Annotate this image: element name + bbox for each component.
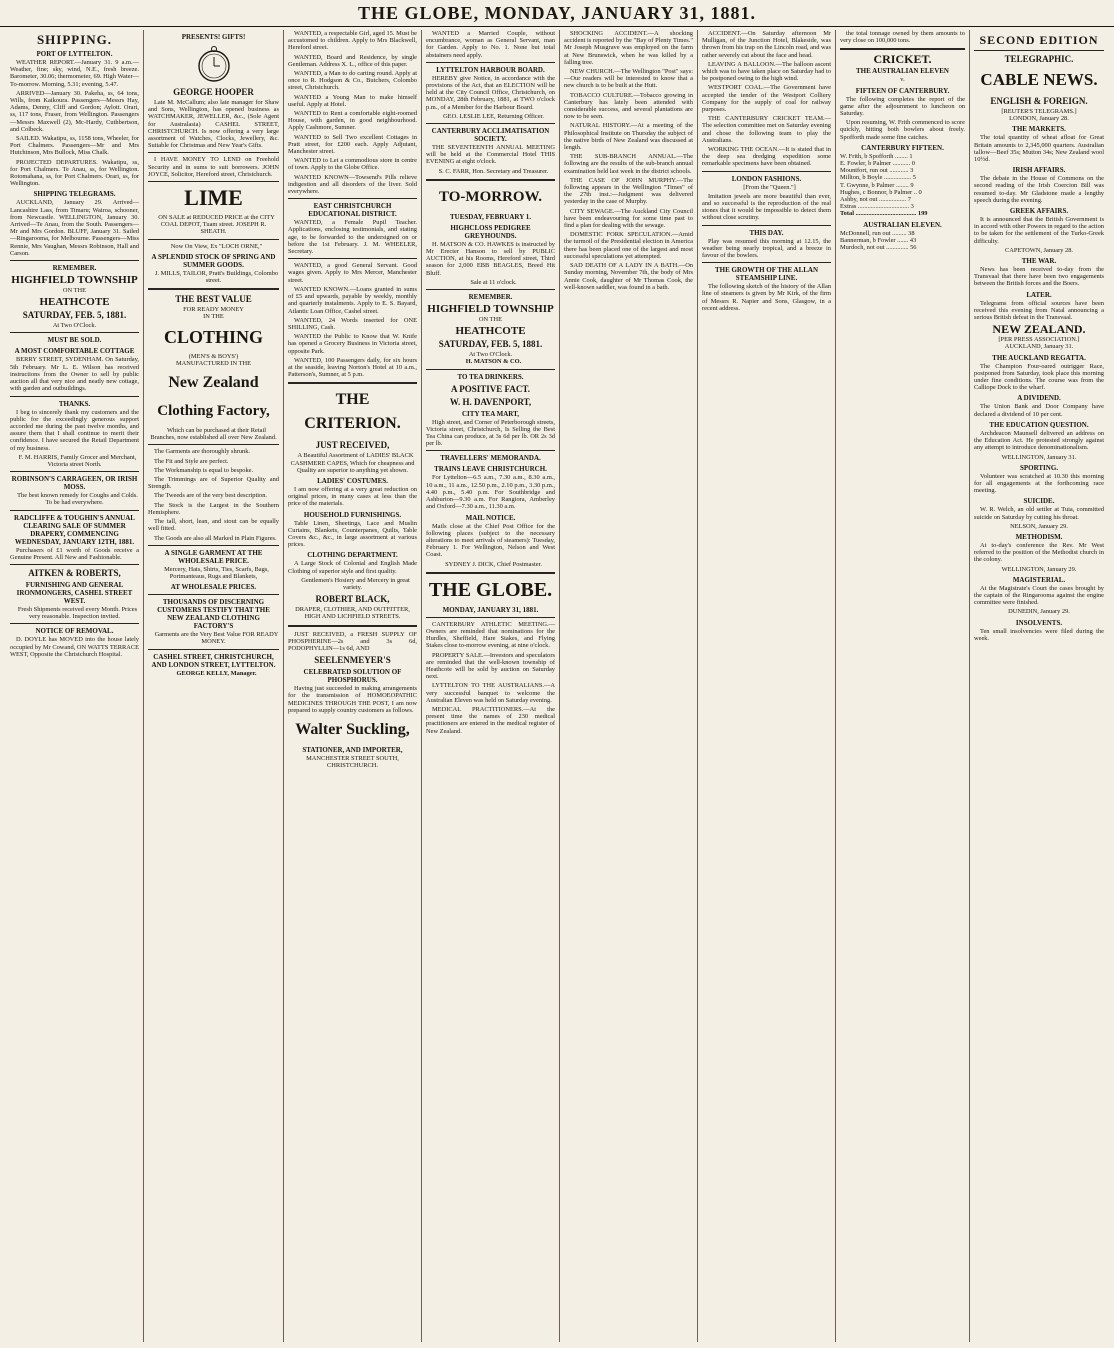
harbour-signature: GEO. LESLIE LEE, Returning Officer.: [443, 112, 544, 120]
travellers-memoranda: TRAVELLERS' MEMORANDA.: [440, 454, 541, 463]
column-3: [284, 30, 422, 1342]
best-value-ready-money: FOR READY MONEY: [183, 306, 244, 314]
on-the: ON THE: [62, 287, 87, 295]
splendid-stock: A SPLENDID STOCK OF SPRING AND SUMMER GOODS.: [151, 252, 276, 269]
divider: [148, 444, 279, 445]
divider: [426, 179, 555, 181]
heathcote-heading: HEATHCOTE: [455, 325, 526, 338]
dateline: NELSON, January 29.: [1010, 522, 1068, 530]
new-zealand-heading: NEW ZEALAND.: [992, 322, 1086, 337]
criterion-heading: THE CRITERION.: [304, 391, 401, 433]
news-paragraph: CITY SEWAGE.—The Auckland City Council have been endeavouring for some time past to find a plan for dealing with the sewage.: [564, 207, 693, 230]
divider: [288, 625, 417, 627]
removal-text: D. DOYLE has MOVED into the house lately occupied by Mr Cowand, ON WATTS TERRACE WEST, Opposite the Christchurch Hospital.: [10, 636, 139, 658]
household-text: Table Linen, Sheetings, Lace and Muslin Curtains, Blankets, Counterpanes, Quilts, Table Covers &c., &c., in large assortment at various prices.: [288, 519, 417, 549]
wholesale-prices: AT WHOLESALE PRICES.: [170, 583, 257, 592]
news-paragraph: THE SUB-BRANCH ANNUAL.—The following are the results of the sub-branch annual examination held last week in the district schools.: [564, 153, 693, 175]
sale-date: SATURDAY, FEB. 5, 1881.: [438, 339, 543, 350]
thanks-signature: F. M. HARRIS, Family Grocer and Merchant, Victoria street North.: [18, 453, 137, 468]
robert-black: ROBERT BLACK,: [315, 594, 390, 605]
news-paragraph: MEDICAL PRACTITIONERS.—At the present time the names of 230 medical practitioners are entered in the medical register of New Zealand.: [426, 705, 555, 735]
score-line: Millton, b Boyle ................. 5: [840, 174, 916, 182]
fifteen-heading: FIFTEEN OF CANTERBURY.: [855, 86, 950, 95]
garment-point: The Garments are thoroughly shrunk.: [154, 448, 251, 456]
news-paragraph: LEAVING A BALLOON.—The balloon ascent which was to have taken place on Saturday had to be postponed owing to the high wind.: [702, 60, 831, 83]
subheading: INSOLVENTS.: [1015, 618, 1063, 627]
phosphorus-text: JUST RECEIVED, a FRESH SUPPLY OF PHOSPHERINE—2s and 3s 6d, PODOPHYLLIN—1s 6d, AND: [288, 630, 417, 652]
now-on-view: Now On View, Ex "LOCH ORNE,": [170, 242, 263, 250]
subheading: MAGISTERIAL.: [1012, 575, 1066, 584]
classified-ad: WANTED, a respectable Girl, aged 15. Must be accustomed to children. Apply to Mrs Blackwell, Hereford street.: [288, 30, 417, 52]
thanks-text: I beg to sincerely thank my customers and the public for the exceedingly generous support accorded me during the past twelve months, and assure them that I shall continue to merit their confidence. I have secured the Retail Department of my business.: [10, 408, 139, 452]
score-line: T. Gwynne, b Palmer ........ 9: [840, 181, 914, 189]
cottage-heading: A MOST COMFORTABLE COTTAGE: [14, 347, 135, 356]
clothing-text: A Large Stock of Colonial and English Made Clothing of superior style and first quality.: [288, 560, 417, 575]
masthead-title: THE GLOBE, MONDAY, JANUARY 31, 1881.: [358, 3, 756, 23]
australian-eleven-heading: THE AUSTRALIAN ELEVEN: [856, 67, 949, 76]
cottage-text: BERRY STREET, SYDENHAM. On Saturday, 5th February. Mr L. E. Wilson has received instructions from the Owner to sell by public auction all that very nice and neatly new cottage, with garden and outbuildings.: [10, 356, 139, 393]
greyhounds-text: H. MATSON & CO. HAWKES is instructed by Mr Erecter Hanson to sell by PUBLIC AUCTION, at his Rooms, Hereford street, Third season for 2,000 EBB BEAGLES, Breed Hit Bluff.: [426, 240, 555, 277]
news-paragraph: Play was resumed this morning at 12.15, the weather being nearly tropical, and a breeze in favour of the bowlers.: [702, 237, 831, 260]
positive-fact: A POSITIVE FACT.: [451, 383, 530, 394]
divider: [148, 152, 279, 153]
subheading: THE AUCKLAND REGATTA.: [992, 353, 1086, 362]
divider: [10, 471, 139, 472]
classified-ad: WANTED a Married Couple, without encumbrance, woman as General Servant, man for Garden. Apply to No. 1. None but total abstainers need apply.: [426, 30, 555, 59]
classified-ad: WANTED, 100 Passengers daily, for six hours at the seaside, leaving Norton's Hotel at 10 a.m., Patterson's, Sumner, at 5 p.m.: [288, 356, 417, 379]
tailor-text: J. MILLS, TAILOR, Pratt's Buildings, Colombo street.: [154, 269, 279, 285]
auctioneer: H. MATSON & CO.: [465, 358, 522, 366]
classified-ad: WANTED, 24 Words inserted for ONE SHILLING, Cash.: [288, 316, 417, 331]
news-paragraph: SHOCKING ACCIDENT.—A shocking accident is reported by the "Bay of Plenty Times." Mr Joseph Musgrave was employed on the farm at New Brunswick, when he was killed by a falling tree.: [564, 30, 693, 66]
divider: [148, 239, 279, 240]
garment-point: The tall, short, lean, and stout can be equally well fitted.: [148, 518, 279, 533]
phosphorus-more: Having just succeeded in making arrangements for the transmission of HOMOEOPATHIC MEDICINES THROUGH THE POST, I am now prepared to supply country customers as follows.: [288, 685, 417, 714]
best-value-heading: THE BEST VALUE: [175, 294, 252, 305]
divider: [148, 594, 279, 595]
news-paragraph: WORKING THE OCEAN.—It is stated that in the deep sea dredging expedition some remarkable specimens have been obtained.: [702, 146, 831, 168]
news-paragraph: The Champion Four-oared outrigger Race, postponed from Saturday, took place this morning under fine conditions. The course was from the Calliope Dock to the wharf.: [974, 362, 1104, 392]
this-day-heading: THIS DAY.: [749, 228, 784, 237]
celebrated-solution: CELEBRATED SOLUTION OF PHOSPHORUS.: [303, 668, 402, 685]
news-paragraph: NATURAL HISTORY.—At a meeting of the Philosophical Institute on Thursday the subject of the native birds of New Zealand was discussed at length.: [564, 122, 693, 152]
city-tea-mart: CITY TEA MART,: [462, 409, 519, 418]
english-foreign-heading: ENGLISH & FOREIGN.: [990, 96, 1088, 106]
divider: [426, 369, 555, 370]
acclimatisation-heading: CANTERBURY ACCLIMATISATION SOCIETY.: [431, 127, 550, 144]
harbour-text: HEREBY give Notice, in accordance with the provisions of the Act, that an ELECTION will be held at the City Council Office, Christchurch, on MONDAY, 28th February, 1881, at TWO o'clock p.m., of a Member for the Harbour Board.: [426, 74, 555, 111]
news-paragraph: DOMESTIC FORK SPECULATION.—Amid the turmoil of the Presidential election in America there has been placed one of the largest and most successful speculations yet attempted.: [564, 231, 693, 260]
classified-ad: WANTED KNOWN.—Loans granted in sums of £5 and upwards, payable by weekly, monthly and quarterly instalments. Apply to E. S. Bayard, Atlantic Loan Office, Cashel street.: [288, 285, 417, 315]
stationer-text: STATIONER, AND IMPORTER,: [302, 746, 403, 754]
news-paragraph: The total quantity of wheat afloat for Great Britain amounts to 2,345,000 quarters. Australian tallow—Beef 35s; Mutton 34s; New Zealand wool 10½d.: [974, 134, 1104, 164]
news-paragraph: At to-day's conference the Rev. Mr West referred to the position of the Methodist church in the colony.: [974, 541, 1104, 564]
criterion-text: A Beautiful Assortment of LADIES' BLACK CASHMERE CAPES, Which for cheapness and Quality are superior to anything yet shown.: [290, 452, 415, 474]
tea-drinkers: TO TEA DRINKERS.: [457, 372, 524, 381]
ladies-costumes: LADIES' COSTUMES.: [317, 476, 388, 485]
news-paragraph: the total tonnage owned by them amounts to very close on 100,000 tons.: [840, 30, 965, 45]
subheading: LATER.: [1026, 290, 1052, 299]
news-paragraph: W. R. Welch, an old settler at Tuia, committed suicide on Saturday by cutting his throat.: [974, 506, 1104, 521]
arrived-list: ARRIVED—January 30. Pakeha, ss, 64 tons, Wills, from Kaikoura. Passengers—Messrs Hay, Adams, Denny, Cliff and Gordon; Aylott. Orari, ss, 117 tons, Fraser, from Wellington. Passengers—Messrs Maxwell (2), Mc-Hardy, Cuthbertson, and Colbeck.: [10, 89, 139, 133]
just-received: JUST RECEIVED,: [315, 440, 390, 451]
subheading: GREEK AFFAIRS.: [1009, 207, 1069, 216]
east-christchurch-heading: EAST CHRISTCHURCH EDUCATIONAL DISTRICT.: [308, 202, 397, 219]
costumes-text: I am now offering at a very great reduction on original prices, in many cases at less than the price of the materials.: [288, 485, 417, 508]
high-street: HIGH AND LICHFIELD STREETS.: [304, 613, 401, 621]
classified-ad: WANTED a Young Man to make himself useful. Apply at Hotel.: [288, 93, 417, 108]
suckling-heading: Walter Suckling,: [295, 721, 410, 738]
clothing-factory-heading: Clothing Factory,: [157, 403, 270, 420]
garment-point: The Trimmings are of Superior Quality and Strength.: [148, 476, 279, 491]
cable-news-heading: CABLE NEWS.: [980, 70, 1098, 89]
score-line: McDonnell, run out ......... 38: [840, 229, 915, 237]
household-heading: HOUSEHOLD FURNISHINGS.: [303, 510, 402, 519]
subheading: THE MARKETS.: [1012, 125, 1066, 134]
fashions-source: [From the "Queen."]: [743, 183, 796, 191]
classified-ad: WANTED, a good General Servant. Good wages given. Apply to Mrs Mercer, Manchester street.: [288, 262, 417, 284]
news-paragraph: The following sketch of the history of the Allan line of steamers is given by Mr Kirk, of the firm of Messrs R. Napier and Sons, Glasgow, in a recent address.: [702, 283, 831, 312]
classified-ad: WANTED to Rent a comfortable eight-roomed House, with garden, in good neighbourhood. Apply Cashmore, Sumner.: [288, 110, 417, 132]
seelenmeyer-heading: SEELENMEYER'S: [314, 655, 391, 666]
removal-heading: NOTICE OF REMOVAL.: [35, 627, 114, 636]
divider: [148, 288, 279, 290]
classified-ad: WANTED to Let a commodious store in centre of town. Apply to the Globe Office.: [288, 157, 417, 172]
clothing-heading: CLOTHING: [163, 326, 264, 347]
news-paragraph: ACCIDENT.—On Saturday afternoon Mr Mulligan, of the Junction Hotel, Blakeside, was thrown from his trap on the Lincoln road, and was rather severely cut about the face and head.: [702, 30, 831, 59]
column-5: [560, 30, 698, 1342]
cashel-street: CASHEL STREET, CHRISTCHURCH, AND LONDON STREET, LYTTELTON.: [151, 652, 276, 669]
cricket-report: Upon resuming, W. Frith commenced to score quickly, hitting both bowlers about freely. Spofforth made some fine catches.: [840, 119, 965, 141]
reuters: [REUTER'S TELEGRAMS.]: [1001, 108, 1077, 115]
heathcote-heading: HEATHCOTE: [39, 296, 110, 309]
mail-text: Mails close at the Chief Post Office for the following places (subject to the necessary alterations to meet arrivals of steamers): Tuesday, February 1. For Wellington, Nelson and West Coast.: [426, 522, 555, 559]
news-paragraph: TOBACCO CULTURE.—Tobacco growing in Canterbury has lately been attended with considerable success, and several plantations are now to be seen.: [564, 91, 693, 121]
classified-ad: WANTED KNOWN—Towsend's Pills relieve indigestion and all disorders of the liver. Sold everywhere.: [288, 173, 417, 196]
gentlemens-text: Gentlemen's Hosiery and Mercery in great variety.: [301, 576, 410, 591]
column-4: [422, 30, 560, 1342]
news-paragraph: CANTERBURY ATHLETIC MEETING.—Owners are reminded that nominations for the Hurdles, Sheffield, Hare Stakes, and Flying Stakes close to-morrow evening, at nine o'clock.: [426, 620, 555, 650]
divider: [148, 649, 279, 650]
port-heading: PORT OF LYTTELTON.: [36, 50, 113, 58]
divider: [288, 382, 417, 384]
mail-notice: MAIL NOTICE.: [465, 513, 516, 522]
divider: [840, 48, 965, 50]
divider: [10, 396, 139, 397]
score-line: Hughes, c Bonnor, b Palmer .. 0: [840, 188, 922, 196]
davenport: W. H. DAVENPORT,: [449, 396, 532, 407]
divider: [10, 564, 139, 565]
manager-name: GEORGE KELLY, Manager.: [176, 669, 257, 677]
news-paragraph: News has been received to-day from the Transvaal that there have been two engagements between the British forces and the Boers.: [974, 266, 1104, 288]
news-paragraph: SAD DEATH OF A LADY IN A BATH.—On Sunday morning, November 7th, the body of Mrs Annie Cook, daughter of Mr Thomas Cook, the well-known saddler, was found in a bath.: [564, 262, 693, 291]
divider: [426, 123, 555, 124]
news-paragraph: LYTTELTON TO THE AUSTRALIANS.—A very successful banquet to welcome the Australian Eleven was held on Saturday evening.: [426, 682, 555, 704]
thanks-heading: THANKS.: [58, 399, 91, 408]
column-8: [970, 30, 1108, 1342]
garment-point: The Workmanship is equal to bespoke.: [154, 466, 254, 474]
subheading: THE EDUCATION QUESTION.: [989, 420, 1089, 429]
draper-text: DRAPER, CLOTHIER, AND OUTFITTER,: [295, 606, 410, 614]
globe-heading: THE GLOBE.: [428, 578, 553, 601]
newspaper-columns: [6, 30, 1108, 1342]
column-1: [6, 30, 144, 1342]
sale-time: Sale at 11 o'clock.: [470, 278, 517, 286]
money-text: I HAVE MONEY TO LEND on Freehold Security and in sums to suit borrowers. JOHN JOYCE, Solicitor, Hereford street, Christchurch.: [148, 156, 279, 178]
allan-line-heading: THE GROWTH OF THE ALLAN STEAMSHIP LINE.: [714, 266, 819, 283]
single-garment: A SINGLE GARMENT AT THE WHOLESALE PRICE.: [164, 548, 263, 565]
weather-report: WEATHER REPORT.—January 31. 9 a.m.—Weather, fine; sky, wind, N.E., fresh breeze. Barometer, 30.06; thermometer, 69. High Water—To-morrow. Morning, 5.31; evening, 5.47.: [10, 59, 139, 88]
news-paragraph: WESTPORT COAL.—The Government have accepted the tender of the Westport Colliery Company for the supply of coal for railway purposes.: [702, 84, 831, 114]
dateline: LONDON, January 28.: [1009, 115, 1069, 123]
highfield-heading: HIGHFIELD TOWNSHIP: [11, 274, 138, 287]
versus: v.: [900, 76, 905, 84]
divider: [10, 332, 139, 333]
lime-heading: LIME: [184, 185, 243, 211]
thousands-text: THOUSANDS OF DISCERNING CUSTOMERS TESTIFY THAT THE NEW ZEALAND CLOTHING FACTORY'S: [157, 598, 270, 631]
divider: [702, 262, 831, 263]
harbour-heading: LYTTELTON HARBOUR BOARD.: [436, 65, 545, 74]
hooper-heading: GEORGE HOOPER: [173, 87, 254, 97]
news-paragraph: NEW CHURCH.—The Wellington "Post" says:—Our readers will be interested to know that a new church is to be built at the Hutt.: [564, 68, 693, 90]
divider: [10, 260, 139, 261]
news-paragraph: Archdeacon Maunsell delivered an address on the Education Act. He protested strongly against any attempt to introduce denominationalism.: [974, 429, 1104, 452]
greyhounds-heading: HIGHCLOSS PEDIGREE GREYHOUNDS.: [450, 223, 531, 240]
highfield-heading: HIGHFIELD TOWNSHIP: [427, 303, 554, 316]
city-tea-text: High street, and Corner of Peterborough streets, Victoria street, Christchurch, Is Selling the Best Tea China can produce, at 3s 6d per lb. OR 2s 3d per lb.: [426, 418, 555, 448]
aitken-heading: AITKEN & ROBERTS,: [28, 567, 121, 578]
tomorrow-heading: TO-MORROW.: [439, 188, 542, 205]
presents-heading: PRESENTS! GIFTS!: [181, 33, 246, 41]
trains-heading: TRAINS LEAVE CHRISTCHURCH.: [434, 465, 547, 474]
subheading: SUICIDE.: [1023, 497, 1055, 506]
telegraphic-heading: TELEGRAPHIC.: [1004, 54, 1074, 64]
score-total: Total ...................................... 199: [840, 210, 928, 218]
sailed-list: SAILED. Wakatipu, ss, 1158 tons, Wheeler, for Port Chalmers. Passengers—Mr and Mrs Hutchinson, Mrs Bullock, Miss Chalk.: [10, 135, 139, 157]
lime-text: ON SALE at REDUCED PRICE at the CITY COAL DEPOT, Tuam street. JOSEPH R. SHEATH.: [158, 214, 275, 236]
acclimatisation-text: THE SEVENTEENTH ANNUAL MEETING will be held at the Commercial Hotel THIS EVENING at eight o'clock.: [426, 144, 555, 166]
news-paragraph: The Union Bank and Door Company have declared a dividend of 10 per cent.: [974, 403, 1104, 418]
manchester-street: MANCHESTER STREET SOUTH, CHRISTCHURCH.: [306, 755, 399, 770]
news-paragraph: THE CASE OF JOHN MURPHY.—The following appears in the Wellington "Times" of the 27th inst.:—Judgment was delivered yesterday in the case of Murphy.: [564, 176, 693, 206]
cricket-heading: CRICKET.: [873, 52, 932, 67]
shipping-telegrams: AUCKLAND, January 29. Arrived—Lancashire Lass, from Timaru; Wairoa, schooner, from Newcastle. WELLINGTON, January 30. Arrived—Te Anau, from the South. Passengers—Mr and Mrs Gordon. BLUFF, January 31. Sailed—Ringarooma, for Melbourne. Passengers—Miss Rennie, Mrs Vaughan, Messrs Robinson, Hall and Carson.: [10, 199, 139, 257]
subheading: THE WAR.: [1021, 257, 1057, 266]
must-be-sold: MUST BE SOLD.: [47, 336, 102, 345]
divider: [426, 450, 555, 451]
globe-date: MONDAY, JANUARY 31, 1881.: [442, 605, 539, 614]
aitken-subheading: FURNISHING AND GENERAL IRONMONGERS, CASHEL STREET WEST.: [16, 580, 133, 605]
pocket-watch-icon: [197, 45, 231, 83]
dateline: DUNEDIN, January 29.: [1008, 608, 1070, 616]
score-line: Murdoch, not out .............. 56: [840, 244, 917, 252]
cricket-report: The following completes the report of the game after the adjournment to luncheon on Saturday.: [840, 95, 965, 118]
remember-heading: REMEMBER.: [52, 264, 97, 273]
classified-ad: WANTED the Public to Know that W. Knife has opened a Grocery Business in Victoria street, opposite Park.: [288, 333, 417, 355]
score-line: Mountfort, run out ............ 3: [840, 167, 914, 175]
news-paragraph: Imitation jewels are more beautiful than ever, and so successful is the reproduction of the real stones that it would be impossible to detect them without close scrutiny.: [702, 192, 831, 222]
sale-time: At Two O'Clock.: [52, 322, 97, 330]
subheading: A DIVIDEND.: [1017, 394, 1061, 403]
classified-ad: WANTED, a Man to do carting round. Apply at once to R. Hodgson & Co., Butchers, Colombo street, Christchurch.: [288, 70, 417, 92]
divider: [974, 50, 1104, 51]
radcliffe-heading: RADCLIFFE & TOUGHIN'S ANNUAL CLEARING SALE OF SUMMER DRAPERY, COMMENCING WEDNESDAY, JANUARY 12TH, 1881.: [14, 513, 135, 546]
column-2: [144, 30, 284, 1342]
divider: [10, 623, 139, 624]
score-line: Bannerman, b Fowler ....... 43: [840, 236, 917, 244]
manufactured: MANUFACTURED IN THE: [175, 359, 252, 367]
masthead: [0, 0, 1114, 27]
robinson-heading: ROBINSON'S CARRAGEEN, OR IRISH MOSS.: [11, 475, 138, 492]
subheading: IRISH AFFAIRS.: [1012, 166, 1066, 175]
score-line: Ashby, not out ................. 7: [840, 196, 911, 204]
divider: [426, 572, 555, 574]
classified-ad: WANTED to Sell Two excellent Cottages in Pratt street, for £200 each. Apply Adjutant, Manchester street.: [288, 133, 417, 156]
garment-point: The Tweeds are of the very best description.: [154, 492, 268, 500]
news-paragraph: Ten small insolvencies were filed during the week.: [974, 627, 1104, 642]
mens-boys: (MEN'S & BOYS'): [188, 352, 239, 360]
divider: [702, 225, 831, 226]
projected-departures: PROJECTED DEPARTURES. Wakatipu, ss, for Port Chalmers. Te Anau, ss, for Wellington. Rotomahana, ss, for Port Chalmers. Orari, ss, for Wellington.: [10, 158, 139, 188]
dateline: AUCKLAND, January 31.: [1004, 343, 1074, 351]
hooper-text: Late M. McCallum; also late manager for Shaw and Sons, Wellington, has opened business as WATCHMAKER, JEWELLER, &c., (Sole Agent for Australasia) CASHEL STREET, CHRISTCHURCH. Is now offering a very large assortment of Watches, Clocks, Jewellery, &c. Suitable for Christmas and New Year's Gifts.: [148, 99, 279, 150]
score-line: W. Frith, b Spofforth ........ 1: [840, 152, 913, 160]
tuesday-date: TUESDAY, FEBRUARY 1.: [449, 212, 532, 221]
subheading: SPORTING.: [1019, 463, 1059, 472]
second-edition-heading: SECOND EDITION: [979, 33, 1099, 47]
trains-text: For Lyttelton—6.5 a.m., 7.30 a.m., 8.30 a.m., 10 a.m., 11 a.m., 12.50 p.m., 2.10 p.m., 3.30 p.m., 4.40 p.m., 5.40 p.m. For Southbridge and Ashburton—9.30 a.m. For Rangiora, Amberley and Oxford—7.30 a.m., 11.30 a.m.: [426, 474, 555, 511]
news-paragraph: Telegrams from official sources have been received this evening from Natal announcing a serious British defeat in the Transvaal.: [974, 299, 1104, 322]
robinson-text: The best known remedy for Coughs and Colds. To be had everywhere.: [17, 492, 138, 507]
garment-point: The Fit and Style are perfect.: [154, 457, 229, 465]
divider: [426, 617, 555, 618]
divider: [148, 181, 279, 182]
column-6: [698, 30, 836, 1342]
news-paragraph: The debate in the House of Commons on the second reading of the Irish Coercion Bill was resumed to-day. Mr Gladstone made a lengthy speech during the evening.: [974, 175, 1104, 204]
news-paragraph: Volunteer was scratched at 10.30 this morning for all engagements at the forthcoming race meeting.: [974, 472, 1104, 495]
divider: [148, 545, 279, 546]
dateline: WELLINGTON, January 29.: [1001, 565, 1077, 573]
score-line: E. Fowler, b Palmer ........... 0: [840, 160, 916, 168]
news-paragraph: At the Magistrate's Court the cases brought by the captain of the Ringarooma against the engine committee were finished.: [974, 584, 1104, 607]
acclimatisation-signature: S. C. FARR, Hon. Secretary and Treasurer.: [438, 167, 549, 175]
news-paragraph: PROPERTY SALE.—Investors and speculators are reminded that the well-known township of Heathcote will be sold by auction on Saturday next.: [426, 651, 555, 681]
radcliffe-text: Purchasers of £1 worth of Goods receive a Genuine Present. All New and Fashionable.: [10, 546, 139, 561]
column-7: [836, 30, 970, 1342]
canterbury-fifteen-heading: CANTERBURY FIFTEEN.: [861, 143, 944, 152]
garment-point: The Goods are also all Marked in Plain Figures.: [154, 534, 277, 542]
postmaster: SYDNEY J. DICK, Chief Postmaster.: [445, 560, 542, 568]
divider: [426, 289, 555, 290]
divider: [426, 62, 555, 63]
divider: [288, 258, 417, 259]
aitken-text: Fresh Shipments received every Month. Prices very reasonable. Inspection invited.: [17, 605, 138, 621]
garments-very-best: Garments are the Very Best Value FOR READY MONEY.: [154, 631, 279, 646]
best-value-in-the: IN THE: [203, 313, 224, 321]
divider: [10, 510, 139, 511]
divider: [702, 171, 831, 172]
new-zealand-heading: New Zealand: [168, 374, 259, 392]
australian-eleven-score-heading: AUSTRALIAN ELEVEN.: [863, 220, 942, 229]
news-paragraph: THE CANTERBURY CRICKET TEAM.—The selection committee met on Saturday evening and chose the following team to play the Australians.: [702, 115, 831, 144]
east-christchurch-text: WANTED, a Female Pupil Teacher. Applications, enclosing testimonials, and stating age, to be forwarded to the undersigned on or before the 1st February. J. M. WHEELER, Secretary.: [288, 219, 417, 256]
remember-heading: REMEMBER.: [468, 293, 513, 302]
score-extras: Extras ................................ 3: [840, 203, 914, 211]
shipping-heading: SHIPPING.: [36, 32, 113, 47]
london-fashions-heading: LONDON FASHIONS.: [731, 174, 802, 183]
factory-text: Which can be purchased at their Retail Branches, now established all over New Zealand.: [150, 427, 277, 442]
shipping-telegrams-heading: SHIPPING TELEGRAMS.: [33, 190, 116, 199]
clothing-department: CLOTHING DEPARTMENT.: [307, 551, 398, 560]
divider: [288, 198, 417, 199]
press-association: [PER PRESS ASSOCIATION.]: [998, 336, 1080, 344]
sale-time: At Two O'Clock.: [468, 351, 513, 359]
dateline: CAPETOWN, January 28.: [1004, 246, 1074, 254]
news-paragraph: It is announced that the British Government is in accord with other Powers in regard to the action to be taken for the settlement of the Turko-Greek difficulty.: [974, 216, 1104, 245]
garment-point: The Stock is the Largest in the Southern Hemisphere.: [148, 501, 279, 516]
classified-ad: WANTED, Board and Residence, by single Gentleman. Address X. L., office of this paper.: [288, 53, 417, 68]
mercery-text: Mercery, Hats, Shirts, Ties, Scarfs, Bags, Portmanteaus, Rugs and Blankets,: [164, 565, 269, 580]
on-the: ON THE: [478, 316, 503, 324]
sale-date: SATURDAY, FEB. 5, 1881.: [22, 310, 127, 321]
subheading: METHODISM.: [1015, 532, 1063, 541]
dateline: WELLINGTON, January 31.: [1001, 453, 1077, 461]
